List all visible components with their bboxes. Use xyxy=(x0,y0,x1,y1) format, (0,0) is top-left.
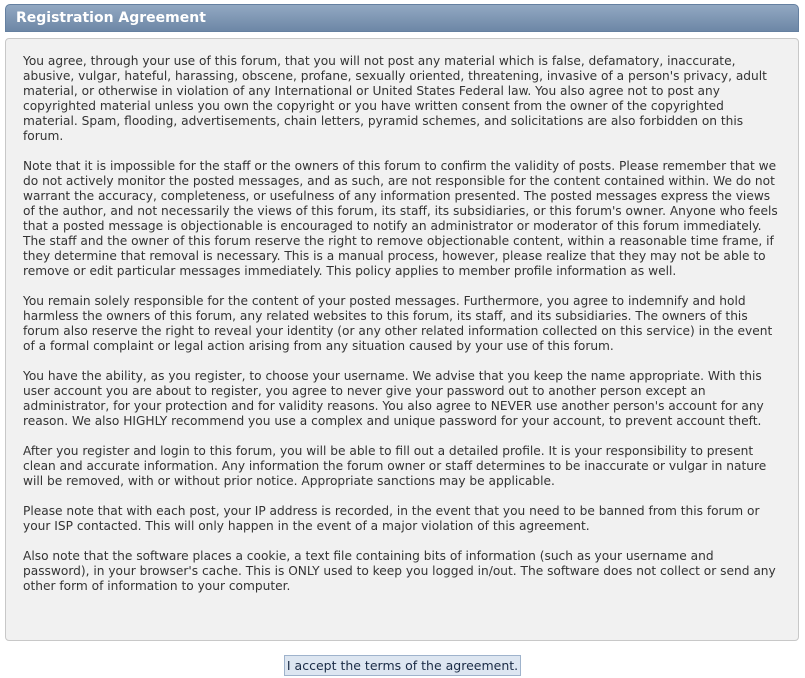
agreement-paragraph-responsibility: You remain solely responsible for the content of your posted messages. Furthermore, you agree to indemnify and hold harmless the owners of this forum, any related websites to this forum, its staff, and its subsidiaries. The owners of this forum also reserve the right to reveal your identity (or any other related information collected on this service) in the event of a formal complaint or legal action arising from any situation caused by your use of this forum. xyxy=(23,294,773,353)
agreement-paragraph-ip-address: Please note that with each post, your IP address is recorded, in the event that you need to be banned from this forum or your ISP contacted. This will only happen in the event of a major violation of this agreement. xyxy=(23,504,760,533)
agreement-text-box[interactable] xyxy=(5,38,799,641)
agreement-paragraph-content-rules: You agree, through your use of this forum, that you will not post any material which is false, defamatory, inaccurate, abusive, vulgar, hateful, harassing, obscene, profane, sexually oriented, threatening, invasive of a person's privacy, adult material, or otherwise in violation of any International or United States Federal law. You also agree not to post any copyrighted material unless you own the copyright or you have written consent from the owner of the copyrighted material. Spam, flooding, advertisements, chain letters, pyramid schemes, and solicitations are also forbidden on this forum. xyxy=(23,54,767,143)
accept-terms-button[interactable]: I accept the terms of the agreement. xyxy=(284,655,521,676)
agreement-paragraph-profile: After you register and login to this forum, you will be able to fill out a detailed profile. It is your responsibility to present clean and accurate information. Any information the forum owner or staff determines to be inaccurate or vulgar in nature will be removed, with or without prior notice. Appropriate sanctions may be applicable. xyxy=(23,444,767,488)
accept-row xyxy=(0,655,805,676)
agreement-paragraph-validity: Note that it is impossible for the staff or the owners of this forum to confirm the validity of posts. Please remember that we do not actively monitor the posted messages, and as such, are not responsible for the content contained within. We do not warrant the accuracy, completeness, or usefulness of any information presented. The posted messages express the views of the author, and not necessarily the views of this forum, its staff, its subsidiaries, or this forum's owner. Anyone who feels that a posted message is objectionable is encouraged to notify an administrator or moderator of this forum immediately. The staff and the owner of this forum reserve the right to remove objectionable content, within a reasonable time frame, if they determine that removal is necessary. This is a manual process, however, please realize that they may not be able to remove or edit particular messages immediately. This policy applies to member profile information as well. xyxy=(23,159,778,278)
panel-title: Registration Agreement xyxy=(5,4,799,32)
agreement-paragraph-cookie: Also note that the software places a cookie, a text file containing bits of information (such as your username and password), in your browser's cache. This is ONLY used to keep you logged in/out. The software does not collect or send any other form of information to your computer. xyxy=(23,549,776,593)
registration-agreement-panel xyxy=(5,4,799,641)
agreement-paragraph-username: You have the ability, as you register, to choose your username. We advise that you keep the name appropriate. With this user account you are about to register, you agree to never give your password out to another person except an administrator, for your protection and for validity reasons. You also agree to NEVER use another person's account for any reason. We also HIGHLY recommend you use a complex and unique password for your account, to prevent account theft. xyxy=(23,369,764,428)
